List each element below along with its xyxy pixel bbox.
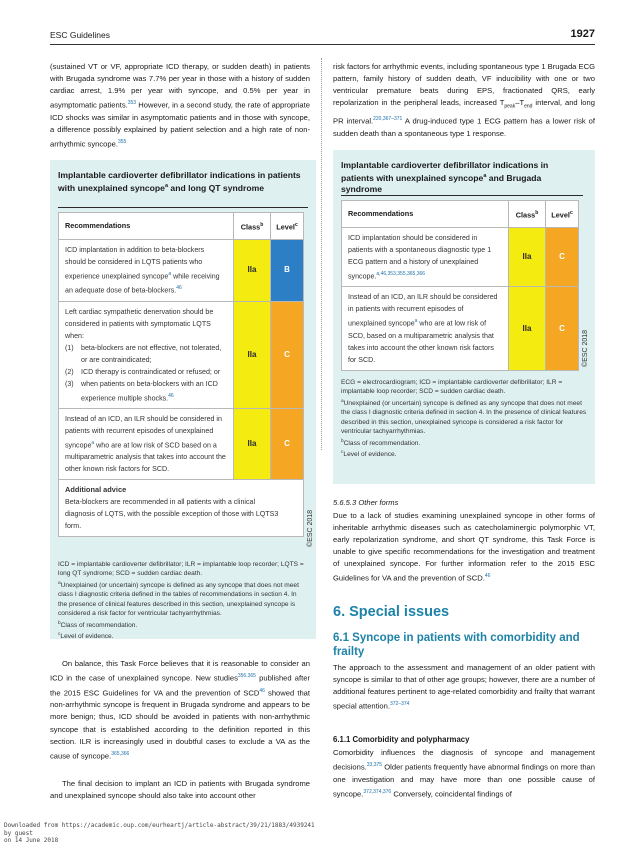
- citation[interactable]: 372–374: [390, 701, 410, 708]
- brugada-table-footnotes: ECG = electrocardiogram; ICD = implantable cardioverter defibrillator; ILR = implantable loop recorder; SCD = sudden cardiac death. $^a$Unexplained (or uncertain) syncope is defined as any syncope that does not meet the class I diagnostic criteria defined in section 4. In the presence of clinical features described in this section, unexplained syncope is considered a risk factor for ventricular tachyarrhythmias. $^b$Class of recommendation. $^c$Level of evidence.: [341, 379, 587, 459]
- left-intro-paragraph: (sustained VT or VF, appropriate ICD therapy, or sudden death) in patients with Brugada syndrome was 7.7% per year in those with a history of sudden cardiac arrest, 1.9% per year with syncope, and 0.5% per year in asymptomatic patients.$^{353}$ However, in a second study, the rate of appropriate ICD shocks was similar in asymptomatic patients and in those with syncope, a difference possibly explained by patient selection and a high rate of non-arrhythmic syncope.$^{355}$: [50, 62, 310, 149]
- additional-advice-title: Additional advice: [65, 485, 127, 495]
- level-badge: C: [546, 287, 579, 370]
- col-header-recommendations: Recommendations: [342, 201, 509, 228]
- level-badge: C: [546, 228, 579, 287]
- col-header-level: Level$^c$: [271, 213, 304, 240]
- brugada-recommendations-table: [341, 200, 579, 371]
- additional-advice: [59, 480, 304, 537]
- subsection-paragraph: The approach to the assessment and management of an older patient with syncope is similar to that of other age groups; however, there are a number of additional features pertinent to age-related comorbidity and frailty that warrant special attention.$^{372-374}$: [333, 663, 595, 711]
- citation[interactable]: 46: [176, 285, 182, 292]
- class-badge: IIa: [234, 240, 271, 302]
- recommendation-text: ICD implantation in addition to beta-blockers should be considered in LQTS patients who experience unexplained syncope$^a$ while receiving an adequate dose of beta-blockers.$^{46}$: [59, 240, 234, 302]
- citation[interactable]: a,46,353,355,365,366: [376, 271, 426, 277]
- table-row: [59, 301, 304, 408]
- download-note: Downloaded from https://academic.oup.com/eurheartj/article-abstract/39/21/1883/4939241 by guest on 14 June 2018: [4, 822, 315, 845]
- recommendation-text: ICD implantation should be considered in patients with a spontaneous diagnostic type 1 ECG pattern and a history of unexplained syncope.$^{a,46,353,355,365,366}$: [342, 228, 509, 287]
- page-number: 1927: [570, 28, 595, 40]
- level-badge: C: [271, 409, 304, 480]
- brugada-table-title: Implantable cardioverter defibrillator indications in patients with unexplained syncope$^a$ and Brugada syndrome: [341, 160, 549, 194]
- esc-copyright: ©ESC 2018: [307, 509, 314, 547]
- table-header-row: [59, 213, 304, 240]
- citation[interactable]: 356,365: [237, 673, 256, 680]
- col-header-level: Level$^c$: [546, 201, 579, 228]
- table-row: [59, 409, 304, 480]
- recommendation-text: Left cardiac sympathetic denervation should be considered in patients with symptomatic LQTS when: (1) beta-blockers are not effective, not tolerated, or are contraindicated; (2) ICD therapy is contraindicated or refused; or (3) when patients on beta-blockers with an ICD experience multiple shocks.$^{46}$: [59, 301, 234, 408]
- class-badge: IIa: [234, 301, 271, 408]
- subsection-title: 6.1 Syncope in patients with comorbidity and frailty: [333, 632, 580, 658]
- list-item: (2) ICD therapy is contraindicated or refused; or: [65, 367, 221, 376]
- column-divider: [321, 58, 322, 450]
- col-header-class: Class$^b$: [234, 213, 271, 240]
- lqts-recommendations-table: [58, 212, 304, 537]
- citation[interactable]: 46: [259, 687, 265, 694]
- comorbidity-paragraph: Comorbidity influences the diagnosis of syncope and management decisions.$^{33,375}$ Older patients frequently have abnormal findings on more than one investigation and may have more than one possible cause of syncope.$^{372,374,376}$ Conversely, coincidental findings of: [333, 748, 595, 799]
- table-row: [342, 287, 579, 370]
- esc-copyright: ©ESC 2018: [582, 329, 589, 367]
- lqts-table-title: Implantable cardioverter defibrillator indications in patients with unexplained syncope$^a$ and long QT syndrome: [58, 170, 301, 193]
- citation[interactable]: 46: [484, 573, 491, 580]
- col-header-class: Class$^b$: [509, 201, 546, 228]
- download-url[interactable]: Downloaded from https://academic.oup.com/eurheartj/article-abstract/39/21/1883/4939241: [4, 822, 315, 829]
- citation[interactable]: 353: [127, 100, 137, 107]
- table-row: [342, 228, 579, 287]
- left-final-paragraph: The final decision to implant an ICD in patients with Brugada syndrome and unexplained syncope should also take into account other: [50, 779, 310, 801]
- level-badge: C: [271, 301, 304, 408]
- citation[interactable]: 365,366: [111, 750, 130, 757]
- other-forms-paragraph: Due to a lack of studies examining unexplained syncope in other forms of inheritable arrhythmic diseases such as catecholaminergic polymorphic VT, early repolarization syndrome, and short QT syndrome, this Task Force is unable to give specific recommendations for the investigation and treatment of unexplained syncope. For further information refer to the 2015 ESC Guidelines for VA and the prevention of SCD.$^{46}$: [333, 511, 595, 583]
- header-rule: [50, 44, 595, 45]
- table-row: [59, 240, 304, 302]
- recommendation-text: Instead of an ICD, an ILR should be considered in patients with recurrent episodes of unexplained syncope$^a$ who are at low risk of SCD based on a multiparametric analysis that takes into account the other known risk factors for SCD.: [59, 409, 234, 480]
- citation[interactable]: 46: [168, 392, 174, 399]
- citation[interactable]: 220,367–371: [373, 115, 403, 122]
- additional-advice-row: [59, 480, 304, 537]
- citation[interactable]: 355: [117, 139, 127, 146]
- title-rule: [341, 195, 583, 196]
- citation[interactable]: 372,374,376: [363, 788, 392, 795]
- table-header-row: [342, 201, 579, 228]
- recommendation-text: Instead of an ICD, an ILR should be considered in patients with recurrent episodes of unexplained syncope$^a$ who are at low risk of SCD, based on a multiparametric analysis that takes into account the other known risk factors for SCD.: [342, 287, 509, 370]
- citation[interactable]: 33,375: [366, 762, 383, 769]
- list-item: (3) when patients on beta-blockers with an ICD experience multiple shocks.$^{46}$: [65, 379, 218, 403]
- subsubsection-title: 6.1.1 Comorbidity and polypharmacy: [333, 735, 470, 744]
- col-header-recommendations: Recommendations: [59, 213, 234, 240]
- class-badge: IIa: [234, 409, 271, 480]
- section-title: 6. Special issues: [333, 604, 450, 620]
- additional-advice-text: Beta-blockers are recommended in all patients with a clinical diagnosis of LQTS, with the possible exception of those with LQTS3 form.: [65, 498, 279, 531]
- class-badge: IIa: [509, 287, 546, 370]
- journal-header: ESC Guidelines: [50, 30, 111, 40]
- left-body-paragraph: On balance, this Task Force believes that it is reasonable to consider an ICD in the case of unexplained syncope. New studies$^{356,365}$ published after the 2015 ESC Guidelines for VA and the prevention of SCD$^{46}$ showed that non-arrhythmic syncope is frequent in Brugada syndrome and appears to be more benign; thus, ICD should be avoided in patients with non-arrhythmic syncope that is established according to the definition reported in this section. ILR is increasingly used in doubtful cases to exclude a VA as the cause of syncope.$^{365,366}$: [50, 659, 310, 761]
- title-rule: [58, 207, 308, 208]
- level-badge: B: [271, 240, 304, 302]
- list-item: (1) beta-blockers are not effective, not tolerated, or are contraindicated;: [65, 343, 222, 364]
- class-badge: IIa: [509, 228, 546, 287]
- lqts-table-footnotes: ICD = implantable cardioverter defibrillator; ILR = implantable loop recorder; LQTS = long QT syndrome; SCD = sudden cardiac death. $^a$Unexplained (or uncertain) syncope is defined as any syncope that does not meet class I diagnostic criteria defined in the tables of recommendations in section 4. In the presence of clinical features described in this section, unexplained syncope is considered a risk factor for ventricular tachyarrhythmias. $^b$Class of recommendation. $^c$Level of evidence.: [58, 561, 304, 641]
- other-forms-heading: 5.6.5.3 Other forms: [333, 498, 399, 507]
- right-intro-paragraph: risk factors for arrhythmic events, including spontaneous type 1 Brugada ECG pattern, family history of sudden death, VF inducibility with one or two ventricular premature beats during EPS, fractionated QRS, early repolarization in the peripheral leads, increased $T_{peak}-T_{end}$ interval, and long PR interval.$^{220,367-371}$ A drug-induced type 1 ECG pattern has a lower risk of sudden death than a spontaneous type 1 response.: [333, 62, 596, 138]
